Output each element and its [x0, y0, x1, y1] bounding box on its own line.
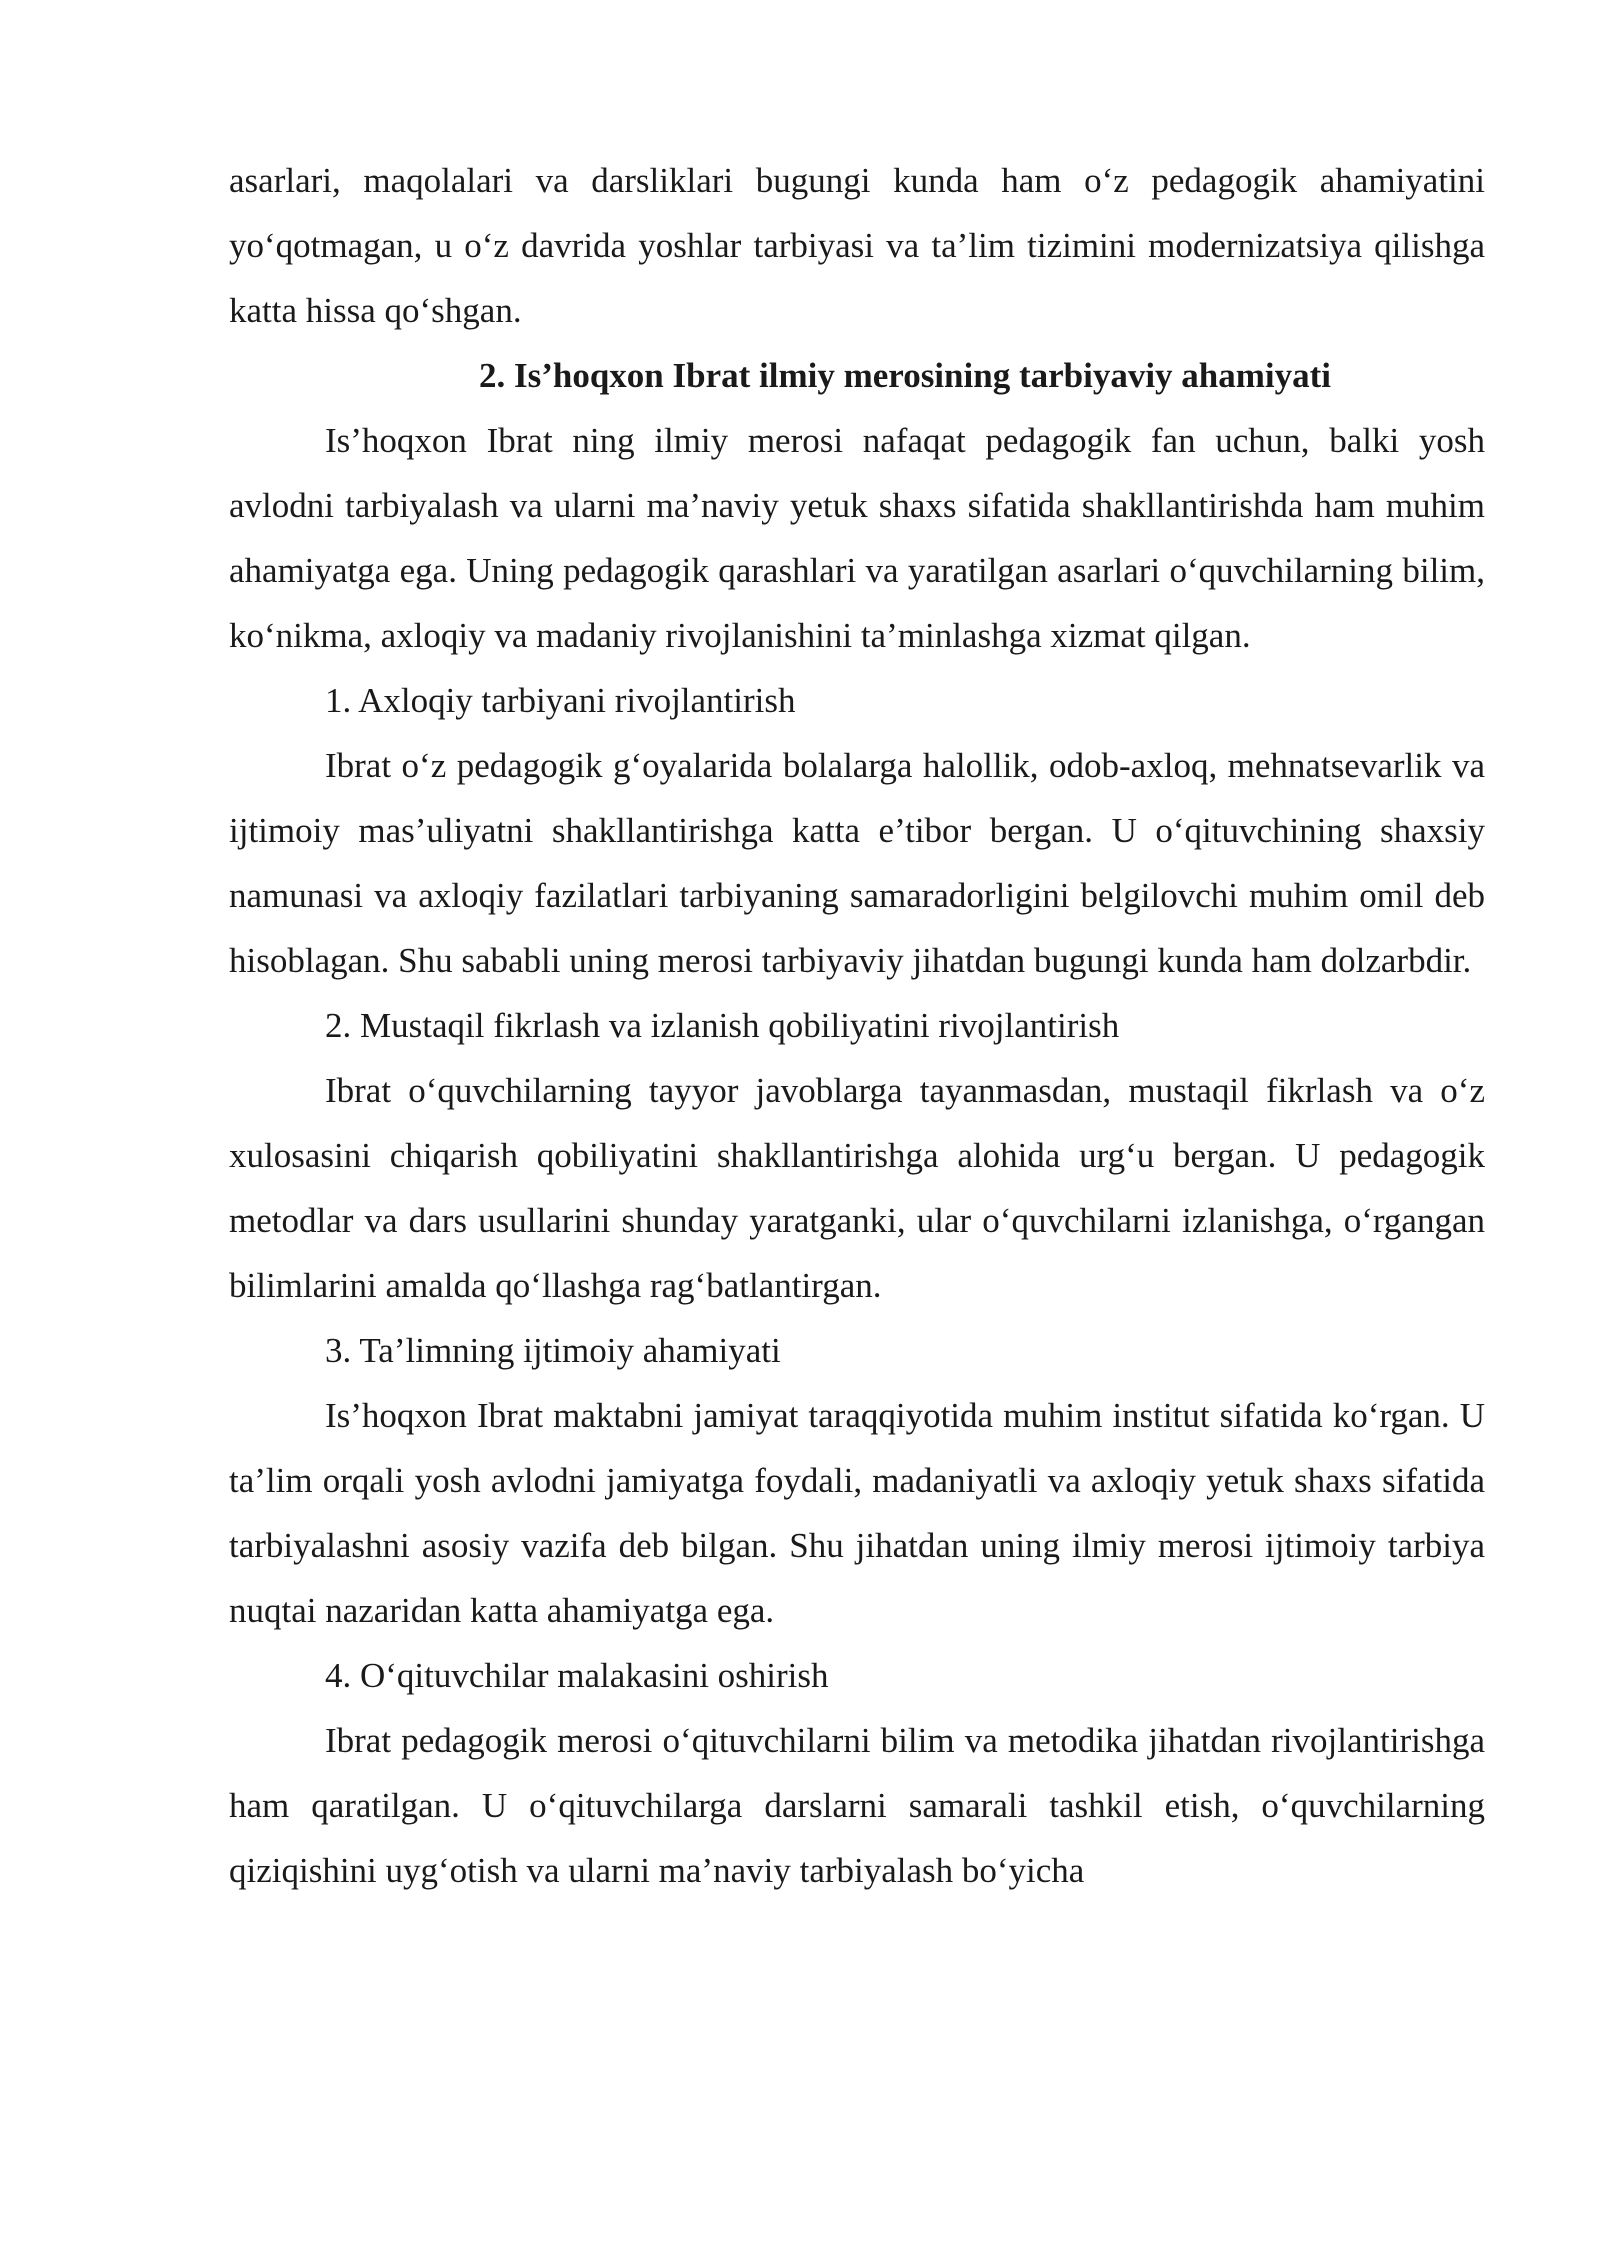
- document-body: [229, 148, 1485, 1903]
- opening-paragraph: asarlari, maqolalari va darsliklari bugungi kunda ham o‘z pedagogik ahamiyatini yo‘qotmagan, u o‘z davrida yoshlar tarbiyasi va ta’lim tizimini modernizatsiya qilishga katta hissa qo‘shgan.: [229, 161, 1485, 330]
- item-2-body: Ibrat o‘quvchilarning tayyor javoblarga tayanmasdan, mustaqil fikrlash va o‘z xulosasini chiqarish qobiliyatini shakllantirishga alohida urg‘u bergan. U pedagogik metodlar va dars usullarini shunday yaratganki, ular o‘quvchilarni izlanishga, o‘rgangan bilimlarini amalda qo‘llashga rag‘batlantirgan.: [229, 1071, 1485, 1305]
- item-4-title: 4. O‘qituvchilar malakasini oshirish: [325, 1656, 829, 1695]
- item-2-title: 2. Mustaqil fikrlash va izlanish qobiliyatini rivojlantirish: [325, 1006, 1120, 1045]
- item-3-title: 3. Ta’limning ijtimoiy ahamiyati: [325, 1331, 781, 1370]
- item-4-body: Ibrat pedagogik merosi o‘qituvchilarni bilim va metodika jihatdan rivojlantirishga ham qaratilgan. U o‘qituvchilarga darslarni samarali tashkil etish, o‘quvchilarning qiziqishini uyg‘otish va ularni ma’naviy tarbiyalash bo‘yicha: [229, 1721, 1485, 1890]
- item-3-body: Is’hoqxon Ibrat maktabni jamiyat taraqqiyotida muhim institut sifatida ko‘rgan. U ta’lim orqali yosh avlodni jamiyatga foydali, madaniyatli va axloqiy yetuk shaxs sifatida tarbiyalashni asosiy vazifa deb bilgan. Shu jihatdan uning ilmiy merosi ijtimoiy tarbiya nuqtai nazaridan katta ahamiyatga ega.: [229, 1396, 1485, 1630]
- intro-paragraph: Is’hoqxon Ibrat ning ilmiy merosi nafaqat pedagogik fan uchun, balki yosh avlodni tarbiyalash va ularni ma’naviy yetuk shaxs sifatida shakllantirishda ham muhim ahamiyatga ega. Uning pedagogik qarashlari va yaratilgan asarlari o‘quvchilarning bilim, ko‘nikma, axloqiy va madaniy rivojlanishini ta’minlashga xizmat qilgan.: [229, 421, 1485, 655]
- item-1-body: Ibrat o‘z pedagogik g‘oyalarida bolalarga halollik, odob-axloq, mehnatsevarlik va ijtimoiy mas’uliyatni shakllantirishga katta e’tibor bergan. U o‘qituvchining shaxsiy namunasi va axloqiy fazilatlari tarbiyaning samaradorligini belgilovchi muhim omil deb hisoblagan. Shu sababli uning merosi tarbiyaviy jihatdan bugungi kunda ham dolzarbdir.: [229, 746, 1485, 980]
- section-heading: 2. Is’hoqxon Ibrat ilmiy merosining tarbiyaviy ahamiyati: [478, 356, 1332, 395]
- item-1-title: 1. Axloqiy tarbiyani rivojlantirish: [325, 681, 796, 720]
